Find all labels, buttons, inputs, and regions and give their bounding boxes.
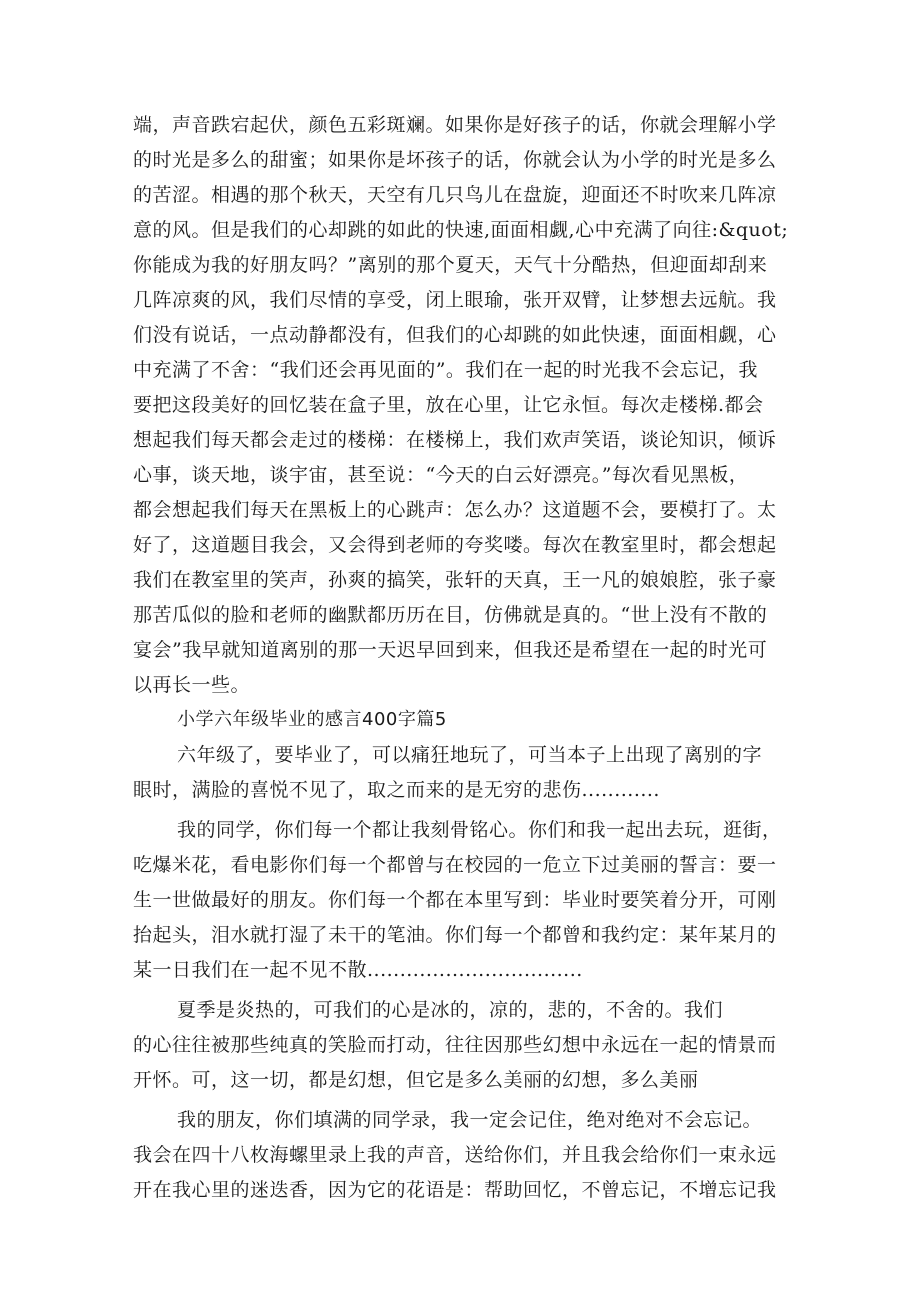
paragraph-line: 夏季是炎热的，可我们的心是冰的，凉的，悲的，不舍的。我们 xyxy=(177,999,724,1021)
paragraph-line: 吃爆米花，看电影你们每一个都曾与在校园的一危立下过美丽的誓言：要一 xyxy=(133,854,777,876)
paragraph-line: 意的风。但是我们的心却跳的如此的快速,面面相觑,心中充满了向往:&quot; xyxy=(133,219,789,241)
paragraph-line: 生一世做最好的朋友。你们每一个都在本里写到：毕业时要笑着分开，可刚 xyxy=(133,889,777,911)
paragraph-line: 们没有说话，一点动静都没有，但我们的心却跳的如此快速，面面相觑，心 xyxy=(133,324,777,346)
paragraph-line: 宴会”我早就知道离别的那一天迟早回到来，但我还是希望在一起的时光可 xyxy=(133,639,768,661)
paragraph-line: 眼时，满脸的喜悦不见了，取之而来的是无穷的悲伤............ xyxy=(133,779,660,801)
paragraph-line: 我们在教室里的笑声，孙爽的搞笑，张轩的天真，王一凡的娘娘腔，张子豪 xyxy=(133,569,777,591)
paragraph-line: 都会想起我们每天在黑板上的心跳声：怎么办？这道题不会，要模打了。太 xyxy=(133,499,777,521)
paragraph-line: 的时光是多么的甜蜜；如果你是坏孩子的话，你就会认为小学的时光是多么 xyxy=(133,149,777,171)
paragraph-line: 中充满了不舍：“我们还会再见面的”。我们在一起的时光我不会忘记，我 xyxy=(133,359,758,381)
paragraph-line: 的心往往被那些纯真的笑脸而打动，往往因那些幻想中永远在一起的情景而 xyxy=(133,1034,777,1056)
paragraph-line: 抬起头，泪水就打湿了未干的笔油。你们每一个都曾和我约定：某年某月的 xyxy=(133,924,777,946)
paragraph-line: 端，声音跌宕起伏，颜色五彩斑斓。如果你是好孩子的话，你就会理解小学 xyxy=(133,114,777,136)
paragraph-line: 的苦涩。相遇的那个秋天，天空有几只鸟儿在盘旋，迎面还不时吹来几阵凉 xyxy=(133,184,777,206)
paragraph-line: 几阵凉爽的风，我们尽情的享受，闭上眼瑜，张开双臂，让梦想去远航。我 xyxy=(133,289,777,311)
paragraph-line: 某一日我们在一起不见不散................................. xyxy=(133,959,583,981)
paragraph-line: 想起我们每天都会走过的楼梯：在楼梯上，我们欢声笑语，谈论知识，倾诉 xyxy=(133,429,777,451)
paragraph-line: 好了，这道题目我会，又会得到老师的夸奖喽。每次在教室里时，都会想起 xyxy=(133,534,777,556)
paragraph-line: 以再长一些。 xyxy=(133,674,251,696)
paragraph-line: 六年级了，要毕业了，可以痛狂地玩了，可当本子上出现了离别的字 xyxy=(177,744,763,766)
paragraph-line: 我的同学，你们每一个都让我刻骨铭心。你们和我一起出去玩，逛街， xyxy=(177,819,782,841)
paragraph-line: 开怀。可，这一切，都是幻想，但它是多么美丽的幻想，多么美丽 xyxy=(133,1069,699,1091)
paragraph-line: 我会在四十八枚海螺里录上我的声音，送给你们，并且我会给你们一束永远 xyxy=(133,1144,777,1166)
paragraph-line: 你能成为我的好朋友吗？”离别的那个夏天，天气十分酷热，但迎面却刮来 xyxy=(133,254,768,276)
paragraph-line: 我的朋友，你们填满的同学录，我一定会记住，绝对绝对不会忘记。 xyxy=(177,1109,763,1131)
paragraph-line: 开在我心里的迷迭香，因为它的花语是：帮助回忆，不曾忘记，不增忘记我 xyxy=(133,1179,777,1201)
paragraph-line: 要把这段美好的回忆装在盒子里，放在心里，让它永恒。每次走楼梯.都会 xyxy=(133,394,764,416)
section-heading: 小学六年级毕业的感言400字篇5 xyxy=(177,709,447,730)
paragraph-line: 心事，谈天地，谈宇宙，甚至说：“今天的白云好漂亮。”每次看见黑板， xyxy=(133,464,749,486)
paragraph-line: 那苦瓜似的脸和老师的幽默都历历在目，仿佛就是真的。“世上没有不散的 xyxy=(133,604,768,626)
